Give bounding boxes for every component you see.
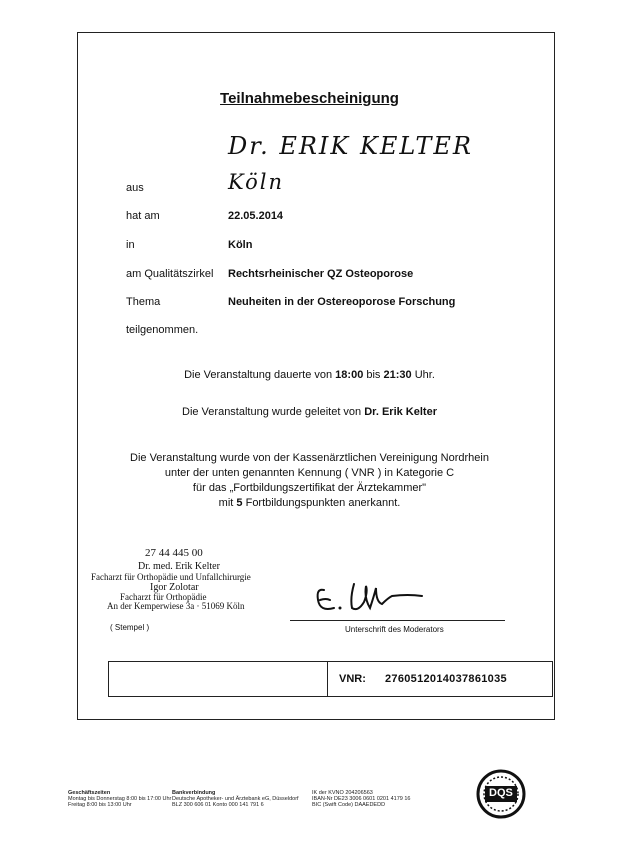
recognition-line-2: unter der unten genannten Kennung ( VNR ) in Kategorie C — [164, 467, 455, 479]
stamp-name-1: Dr. med. Erik Kelter — [138, 561, 220, 572]
label-thema: Thema — [126, 296, 161, 308]
recognition-points-suffix: Fortbildungspunkten anerkannt. — [245, 497, 401, 509]
led-by-line — [0, 406, 619, 418]
dqs-certification-logo — [470, 768, 532, 820]
footer-hours — [68, 790, 171, 808]
city-handwritten: Köln — [228, 170, 285, 194]
participant-name-handwritten: Dr. ERIK KELTER — [228, 132, 473, 160]
footer-bank — [172, 790, 299, 808]
recognition-line-4 — [0, 497, 619, 509]
recognition-points-prefix: mit — [218, 497, 234, 509]
stamp-specialty-1: Facharzt für Orthopädie und Unfallchirurgie — [91, 572, 251, 582]
footer-bank-line-1: Deutsche Apotheker- und Ärztebank eG, Düsseldorf — [172, 796, 299, 802]
vnr-box — [108, 661, 553, 697]
stamp-address: An der Kemperwiese 3a · 51069 Köln — [107, 601, 245, 611]
teilgenommen-text: teilgenommen. — [126, 324, 199, 336]
footer-hours-line-2: Freitag 8:00 bis 13:00 Uhr — [68, 802, 132, 808]
certificate-title: Teilnahmebescheinigung — [220, 90, 399, 107]
footer-bank-line-2: BLZ 300 606 01 Konto 000 141 791 6 — [172, 802, 264, 808]
duration-to: 21:30 — [383, 369, 412, 381]
led-by-prefix: Die Veranstaltung wurde geleitet von — [182, 406, 362, 418]
duration-from: 18:00 — [335, 369, 364, 381]
duration-suffix: Uhr. — [414, 369, 435, 381]
footer-bank-heading: Bankverbindung — [172, 790, 216, 796]
signature-line — [290, 620, 505, 621]
label-hat-am: hat am — [126, 210, 160, 222]
recognition-line-3: für das „Fortbildungszertifikat der Ärztekammer" — [192, 482, 427, 494]
stamp-name-2: Igor Zolotar — [150, 582, 199, 593]
label-aus: aus — [126, 182, 144, 194]
recognition-points: 5 — [236, 497, 243, 509]
event-date: 22.05.2014 — [228, 210, 284, 222]
vnr-number: 2760512014037861035 — [385, 673, 507, 685]
duration-line — [0, 369, 619, 381]
recognition-line-1: Die Veranstaltung wurde von der Kassenärztlichen Vereinigung Nordrhein — [130, 452, 489, 464]
topic: Neuheiten in der Ostereoporose Forschung — [228, 296, 456, 308]
footer-hours-heading: Geschäftszeiten — [68, 790, 111, 796]
footer-ids-line-1: IK der KVNO 204206563 — [312, 790, 373, 796]
footer-ids-line-3: BIC (Swift Code) DAAEDEDD — [312, 802, 386, 808]
stamp-label: ( Stempel ) — [110, 623, 150, 632]
quality-circle-name: Rechtsrheinischer QZ Osteoporose — [228, 268, 414, 280]
vnr-label: VNR: — [339, 673, 366, 685]
signature-label: Unterschrift des Moderators — [345, 625, 444, 634]
footer-hours-line-1: Montag bis Donnerstag 8:00 bis 17:00 Uhr — [68, 796, 172, 802]
vnr-divider — [327, 662, 328, 696]
label-in: in — [126, 239, 135, 251]
led-by-name: Dr. Erik Kelter — [364, 406, 437, 418]
label-qualitaetszirkel: am Qualitätszirkel — [126, 268, 214, 280]
duration-prefix: Die Veranstaltung dauerte von — [184, 369, 333, 381]
stamp-specialty-2: Facharzt für Orthopädie — [120, 592, 207, 602]
stamp-number: 27 44 445 00 — [145, 547, 203, 559]
duration-mid: bis — [366, 369, 381, 381]
footer-ids — [312, 790, 410, 808]
event-location: Köln — [228, 239, 253, 251]
moderator-signature — [312, 578, 432, 618]
dqs-logo-text: DQS — [489, 787, 513, 799]
footer-ids-line-2: IBAN-Nr DE23 3006 0601 0201 4179 16 — [312, 796, 411, 802]
